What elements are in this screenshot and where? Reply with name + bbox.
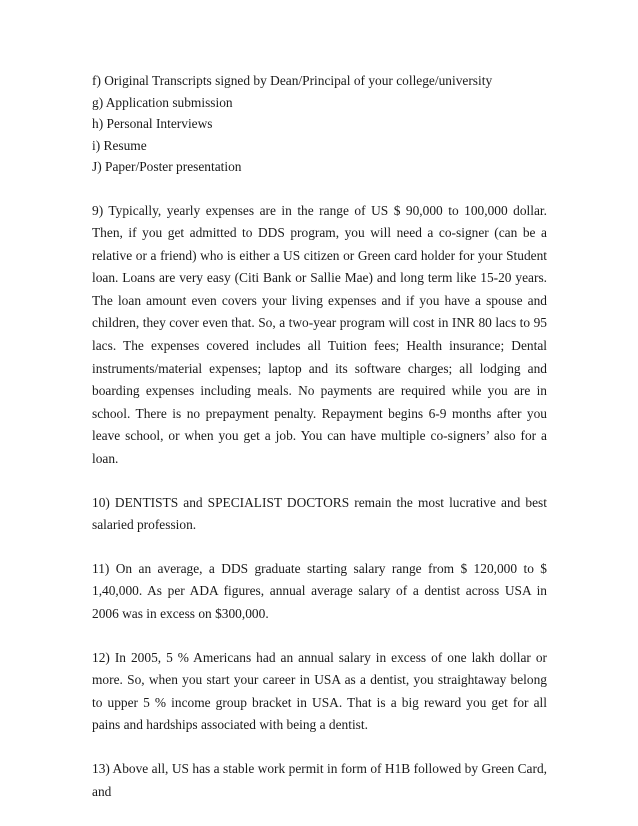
list-item-interviews: h) Personal Interviews <box>92 116 213 131</box>
paragraph-expenses: 9) Typically, yearly expenses are in the range of US $ 90,000 to 100,000 dollar. Then, if you get admitted to DDS program, you will need a co-signer (can be a relative or a friend) who is either a US citizen or Green card holder for your Student loan. Loans are very easy (Citi Bank or Sallie Mae) and long term like 15-20 years. The loan amount even covers your living expenses and if you have a spouse and children, they cover even that. So, a two-year program will cost in INR 80 lacs to 95 lacs. The expenses covered includes all Tuition fees; Health insurance; Dental instruments/material expenses; laptop and its software charges; all lodging and boarding expenses including meals. No payments are required while you are in school. There is no prepayment penalty. Repayment begins 6-9 months after you leave school, or when you get a job. You can have multiple co-signers’ also for a loan. <box>92 202 547 467</box>
requirements-list <box>92 70 547 178</box>
spacer <box>92 537 547 558</box>
spacer <box>92 471 547 492</box>
paragraph-salary-range: 11) On an average, a DDS graduate starting salary range from $ 120,000 to $ 1,40,000. As per ADA figures, annual average salary of a dentist across USA in 2006 was in excess on $300,000. <box>92 560 547 621</box>
paragraph-work-permit: 13) Above all, US has a stable work permit in form of H1B followed by Green Card, and <box>92 760 547 799</box>
spacer <box>92 626 547 647</box>
list-item-application: g) Application submission <box>92 94 233 110</box>
spacer <box>92 737 547 758</box>
spacer <box>92 178 547 200</box>
paragraph-income-group: 12) In 2005, 5 % Americans had an annual salary in excess of one lakh dollar or more. So, when you start your career in USA as a dentist, you straightaway belong to upper 5 % income group bracket in USA. That is a big reward you get for all pains and hardships associated with being a dentist. <box>92 649 547 733</box>
paragraph-profession: 10) DENTISTS and SPECIALIST DOCTORS remain the most lucrative and best salaried profession. <box>92 494 547 533</box>
list-item-resume: i) Resume <box>92 137 147 153</box>
list-item-transcripts: f) Original Transcripts signed by Dean/Principal of your college/university <box>92 73 493 88</box>
page-content <box>92 70 547 803</box>
list-item-presentation: J) Paper/Poster presentation <box>92 159 242 174</box>
